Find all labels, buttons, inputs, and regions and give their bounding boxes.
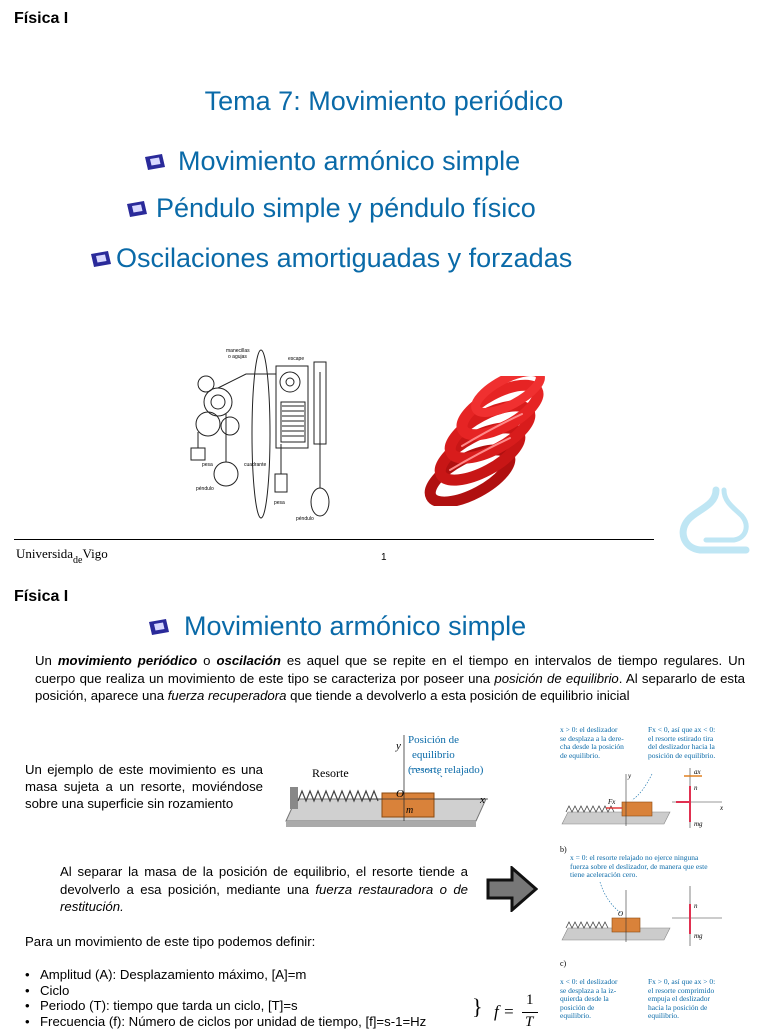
origin-label: O [618, 910, 624, 918]
clock-label: manecillas [226, 348, 250, 354]
spring-label: Resorte [312, 766, 349, 780]
bullet-icon [144, 153, 166, 171]
panel-c-tag: c) [560, 959, 567, 968]
panel-a-left-text: x > 0: el deslizador se desplaza a la dere- cha desde la posición de equilibrio. [560, 726, 624, 760]
clock-label: pesa [274, 500, 285, 506]
panel-c-left-text: x < 0: el deslizador se desplaza a la iz- quierda desde la posición de equilibrio. [560, 977, 618, 1020]
clock-label: péndulo [196, 486, 214, 492]
page-number: 1 [381, 552, 387, 563]
clock-label: escape [288, 356, 305, 362]
definition-item: • Frecuencia (f): Número de ciclos por unidad de tiempo, [f]=s-1=Hz [25, 1014, 465, 1030]
clock-label: péndulo [296, 516, 314, 522]
define-intro: Para un movimiento de este tipo podemos definir: [25, 934, 316, 949]
spring-force-label: Fx [608, 798, 616, 806]
panel-c-right-text: Fx > 0, así que ax > 0: el resorte comprimido empuja el deslizador hacia la posición de equilibrio. [648, 977, 716, 1020]
acceleration-label: ax [694, 768, 701, 776]
brace: } [472, 994, 483, 1019]
right-arrow-icon [486, 866, 538, 912]
panel-a-right-text: Fx < 0, así que ax < 0: el resorte estirado tira del deslizador hacia la posición de equilibrio. [648, 726, 716, 760]
course-title: Física I [14, 10, 69, 27]
panel-b-tag: b) [560, 845, 567, 854]
panel-b-text: x = 0: el resorte relajado no ejerce ninguna fuerza sobre el deslizador, de manera que este tiene aceleración cero. [570, 853, 708, 879]
frequency-formula [472, 990, 542, 1030]
footer-divider [14, 539, 654, 540]
logo-mark-icon [676, 486, 756, 564]
topic-bullet-3 [90, 243, 572, 274]
slide-title: Tema 7: Movimiento periódico [204, 86, 564, 116]
topic-bullet-2 [126, 193, 536, 224]
x-axis-label: x [720, 804, 724, 812]
panel-a-diagram [560, 764, 764, 834]
course-title: Física I [14, 588, 69, 605]
clock-label: o agujas [228, 354, 247, 360]
y-axis-label: y [628, 772, 632, 780]
fraction-bar [522, 1012, 538, 1013]
force-panels-figure [560, 726, 764, 1024]
definition-item: • Periodo (T): tiempo que tarda un ciclo, [T]=s [25, 998, 465, 1014]
spring-mass-figure [282, 727, 492, 839]
y-axis-label: y [396, 740, 401, 752]
clock-label: cuadrante [244, 462, 267, 468]
bullet-icon [90, 250, 112, 268]
example-paragraph: Un ejemplo de este movimiento es una masa sujeta a un resorte, moviéndose sobre una superficie sin rozamiento [25, 762, 263, 811]
red-spring-image [410, 376, 552, 506]
definition-item: • Amplitud (A): Desplazamiento máximo, [A]=m [25, 967, 465, 983]
equilibrium-label: equilibrio [412, 749, 455, 761]
bullet-icon [148, 618, 170, 636]
formula-denominator: T [525, 1014, 534, 1030]
bullet-icon [126, 200, 148, 218]
topic-label: Movimiento armónico simple [178, 146, 521, 176]
weight-label: mg [694, 932, 703, 940]
slide-heading-label: Movimiento armónico simple [184, 611, 527, 641]
normal-force-label: n [694, 902, 698, 910]
x-axis-label: x [480, 794, 485, 806]
equilibrium-label: (resorte relajado) [408, 764, 484, 776]
formula-numerator: 1 [526, 992, 534, 1008]
pendulum-clock-illustration [186, 344, 346, 524]
clock-label: pesa [202, 462, 213, 468]
definition-item: • Ciclo [25, 983, 465, 999]
formula-lhs: f = [494, 1002, 515, 1021]
restoring-force-paragraph: Al separar la masa de la posición de equilibrio, el resorte tiende a devolverlo a esa posición, mediante una fuerza restauradora o de restitución. [60, 864, 469, 914]
panel-b-diagram [560, 882, 764, 952]
intro-paragraph: Un movimiento periódico o oscilación es aquel que se repite en el tiempo en intervalos de tiempo regulares. Un cuerpo que realiza un movimiento de este tipo se caracteriza por poseer una posición de equilibrio. Al separarlo de esta posición, aparece una fuerza recuperadora que tiende a devolverlo a esta posición de equilibrio inicial [35, 653, 746, 703]
topic-bullet-1 [144, 146, 520, 177]
weight-label: mg [694, 820, 703, 828]
origin-label: O [396, 788, 404, 800]
university-logo-text: Universida$_{de}$Vigo [16, 546, 108, 566]
equilibrium-label: Posición de [408, 734, 460, 746]
slide-heading [148, 611, 526, 642]
definitions-list [25, 967, 465, 1029]
normal-force-label: n [694, 784, 698, 792]
topic-label: Péndulo simple y péndulo físico [156, 193, 536, 223]
mass-label: m [406, 805, 414, 816]
topic-label: Oscilaciones amortiguadas y forzadas [116, 243, 573, 273]
